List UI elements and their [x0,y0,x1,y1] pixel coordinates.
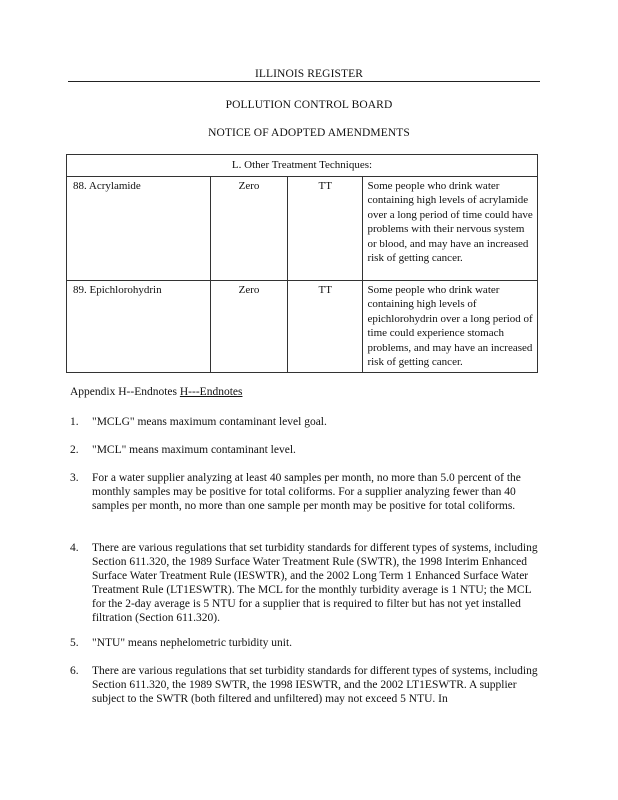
endnote-text: For a water supplier analyzing at least 40 samples per month, no more than 5.0 percent of the monthly samples may be positive for total coliforms. For a supplier analyzing fewer than 40 samples per month, no more than one sample per month may be positive for total coliforms. [92,472,521,512]
endnote-text: There are various regulations that set turbidity standards for different types of systems, including Section 611.320, the 1989 SWTR, the 1998 IESWTR, and the 2002 LT1ESWTR. A supplier subject to the SWTR (both filtered and unfiltered) may not exceed 5 NTU. In [92,665,538,705]
endnote-number: 6. [70,665,79,677]
endnote-text: "MCL" means maximum contaminant level. [92,444,296,456]
notice-title: NOTICE OF ADOPTED AMENDMENTS [208,127,410,139]
table-heading-row [67,155,538,177]
treatment-table [66,154,538,373]
contaminant-cell: 88. Acrylamide [67,176,211,280]
endnote-6 [70,664,540,706]
contaminant-cell: 89. Epichlorohydrin [67,280,211,372]
appendix-underlined: H---Endnotes [179,386,243,398]
mcl-cell: TT [287,176,363,280]
health-effects-cell: Some people who drink water containing high levels of acrylamide over a long period of time could have problems with their nervous system or blood, and may have an increased risk of getting cancer. [363,176,538,280]
table-row [67,280,538,372]
endnote-number: 4. [70,542,79,554]
endnote-3 [70,471,540,513]
endnote-text: "NTU" means nephelometric turbidity unit. [92,637,293,649]
mcl-cell: TT [287,280,363,372]
endnote-2 [70,443,540,457]
header-rule [68,81,540,82]
endnote-1 [70,415,540,429]
board-title: POLLUTION CONTROL BOARD [225,99,393,111]
mclg-cell: Zero [211,280,288,372]
appendix-prefix: Appendix H--Endnotes [70,386,180,398]
table-row [67,176,538,280]
endnote-number: 2. [70,444,79,456]
appendix-heading [70,386,242,398]
endnote-5 [70,636,540,650]
endnote-number: 5. [70,637,79,649]
endnote-text: There are various regulations that set turbidity standards for different types of systems, including Section 611.320, the 1989 Surface Water Treatment Rule (SWTR), the 1998 Interim Enhanced Surface Water Treatment Rule (IESWTR), and the 2002 Long Term 1 Enhanced Surface Water Treatment Rule (LT1ESWTR). The MCL for the monthly turbidity average is 1 NTU; the MCL for the 2-day average is 5 NTU for a supplier that is required to filter but has not yet installed filtration (Section 611.320). [92,542,538,624]
register-title: ILLINOIS REGISTER [254,68,364,80]
endnote-4 [70,541,540,625]
endnote-number: 3. [70,472,79,484]
endnote-text: "MCLG" means maximum contaminant level goal. [92,416,327,428]
endnote-number: 1. [70,416,79,428]
section-heading: L. Other Treatment Techniques: [67,155,538,177]
health-effects-cell: Some people who drink water containing high levels of epichlorohydrin over a long period of time could experience stomach problems, and may have an increased risk of getting cancer. [363,280,538,372]
mclg-cell: Zero [211,176,288,280]
